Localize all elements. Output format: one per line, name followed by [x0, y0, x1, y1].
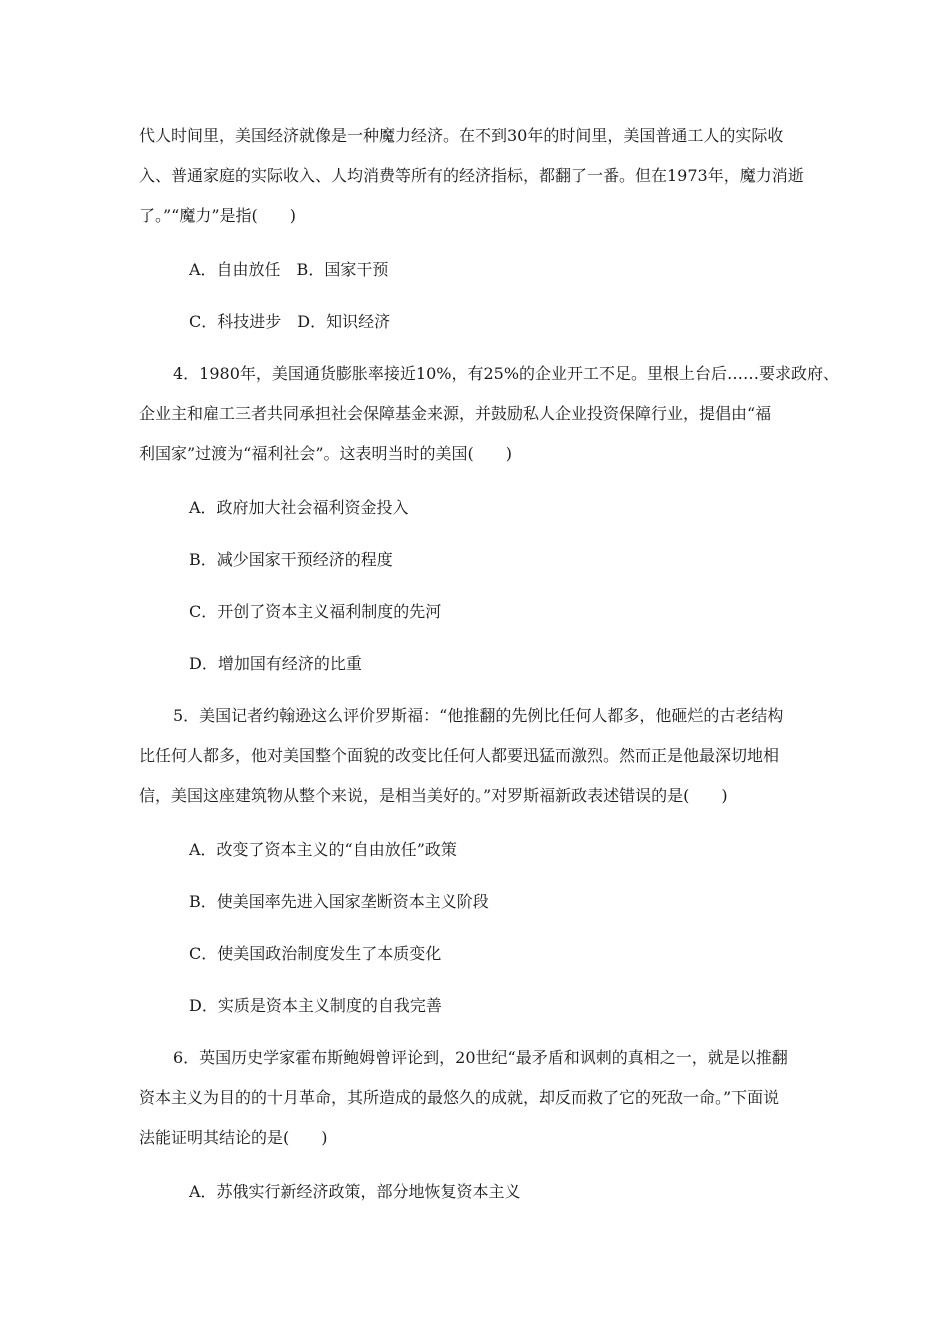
question-3-line-2: 入、普通家庭的实际收入、人均消费等所有的经济指标，都翻了一番。但在1973年，魔力消逝: [139, 166, 804, 185]
question-3-line-1: 代人时间里，美国经济就像是一种魔力经济。在不到30年的时间里，美国普通工人的实际收: [139, 126, 784, 145]
question-5-line-1: 5．美国记者约翰逊这么评价罗斯福：“他推翻的先例比任何人都多，他砸烂的古老结构: [173, 706, 784, 725]
question-4-option-b: B．减少国家干预经济的程度: [189, 550, 393, 569]
question-3-options-cd: C．科技进步 D．知识经济: [189, 312, 391, 331]
question-6-line-1: 6．英国历史学家霍布斯鲍姆曾评论到，20世纪“最矛盾和讽刺的真相之一，就是以推翻: [173, 1048, 788, 1067]
question-4-line-3: 利国家”过渡为“福利社会”。这表明当时的美国( ): [139, 444, 513, 463]
question-5-option-c: C．使美国政治制度发生了本质变化: [189, 944, 442, 963]
question-3-stem: [139, 116, 819, 236]
question-5-line-3: 信，美国这座建筑物从整个来说，是相当美好的。”对罗斯福新政表述错误的是( ): [139, 786, 728, 805]
question-5-option-b: B．使美国率先进入国家垄断资本主义阶段: [189, 892, 489, 911]
question-3-line-3: 了。”“魔力”是指( ): [139, 206, 297, 225]
question-5-option-d: D．实质是资本主义制度的自我完善: [189, 996, 442, 1015]
question-4-line-1: 4．1980年，美国通货膨胀率接近10%，有25%的企业开工不足。里根上台后……要求政府、: [173, 364, 840, 383]
question-6-option-a: A．苏俄实行新经济政策，部分地恢复资本主义: [189, 1182, 521, 1201]
question-6-line-3: 法能证明其结论的是( ): [139, 1128, 328, 1147]
question-4-option-a: A．政府加大社会福利资金投入: [189, 498, 409, 517]
question-3-options-ab: A．自由放任 B．国家干预: [189, 260, 389, 279]
question-6-line-2: 资本主义为目的的十月革命，其所造成的最悠久的成就，却反而救了它的死敌一命。”下面说: [139, 1088, 780, 1107]
question-6-stem: [139, 1038, 819, 1158]
question-4-stem: [139, 354, 840, 474]
question-4-option-d: D．增加国有经济的比重: [189, 654, 362, 673]
question-4-option-c: C．开创了资本主义福利制度的先河: [189, 602, 442, 621]
question-4-line-2: 企业主和雇工三者共同承担社会保障基金来源，并鼓励私人企业投资保障行业，提倡由“福: [139, 404, 772, 423]
question-5-line-2: 比任何人都多，他对美国整个面貌的改变比任何人都要迅猛而激烈。然而正是他最深切地相: [139, 746, 780, 765]
question-5-stem: [139, 696, 819, 816]
question-5-option-a: A．改变了资本主义的“自由放任”政策: [189, 840, 457, 859]
